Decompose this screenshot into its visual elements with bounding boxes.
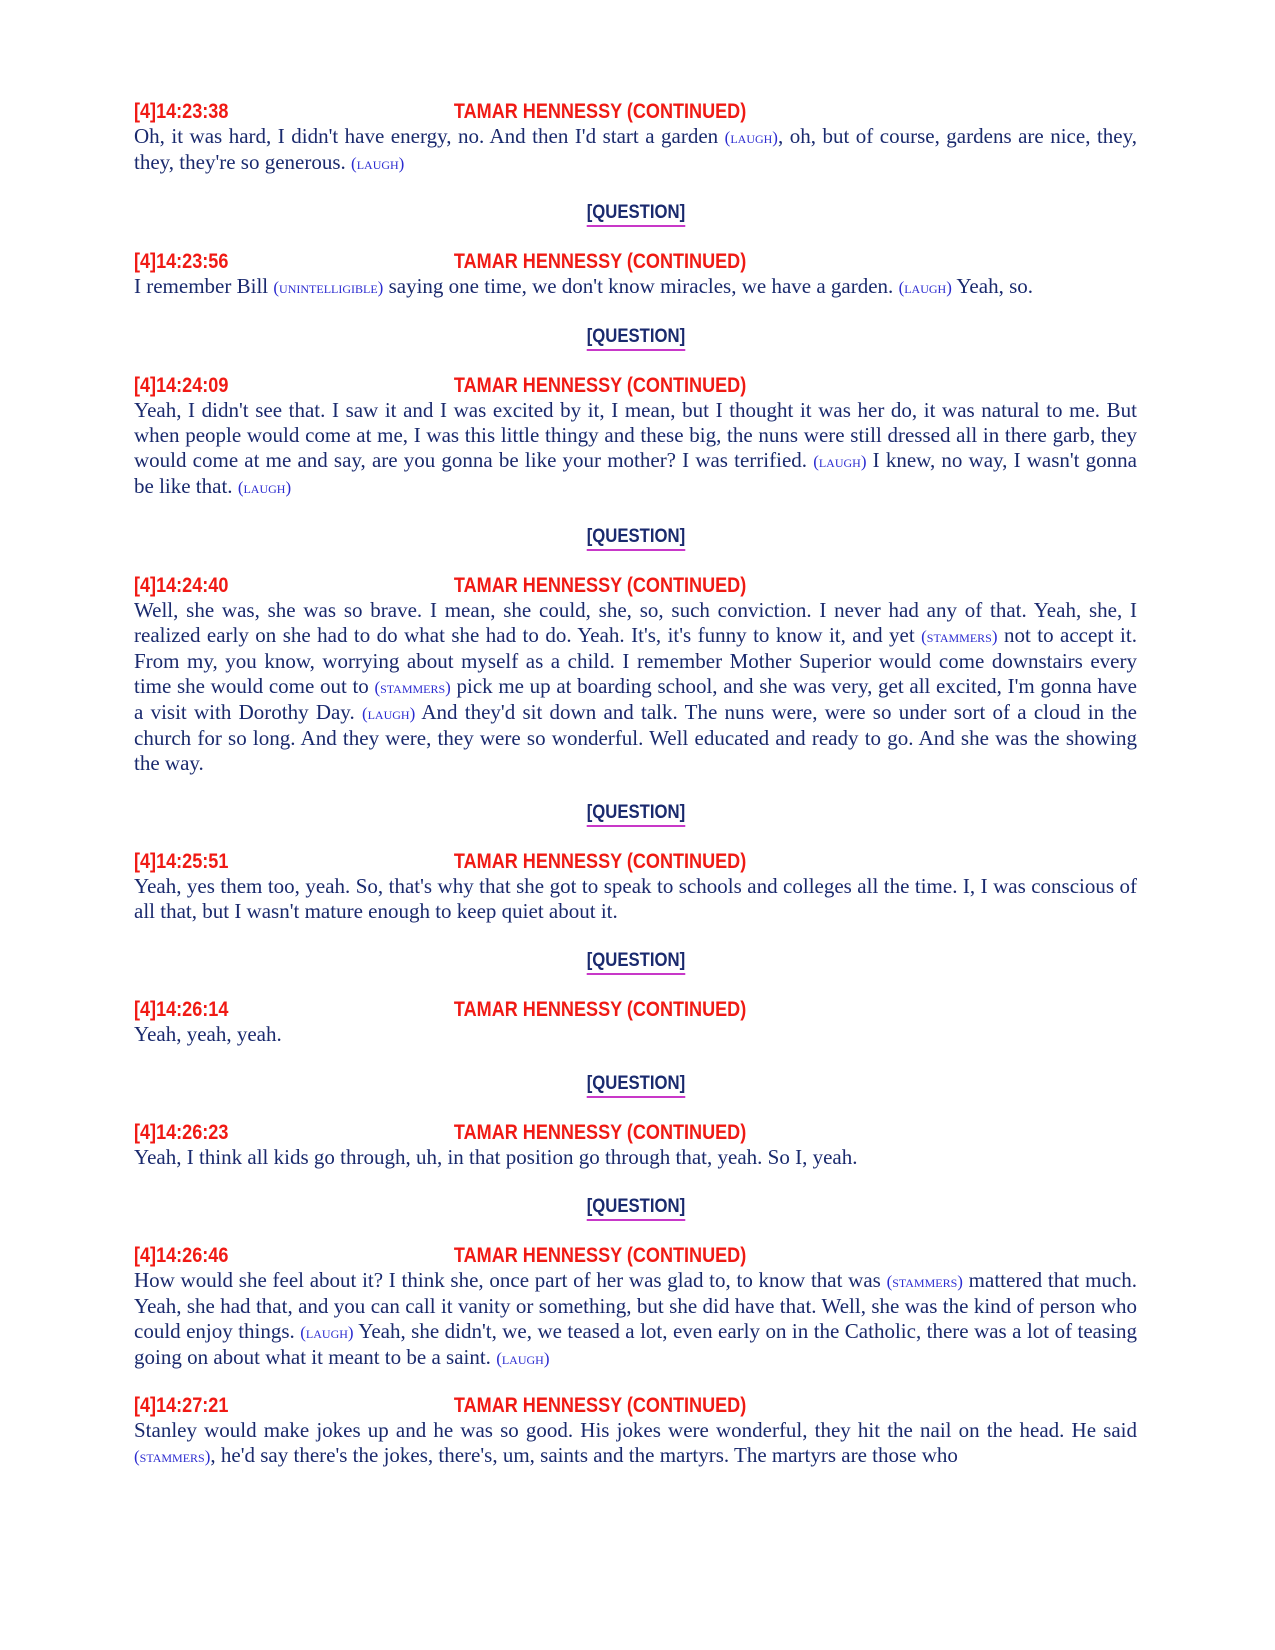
question-marker: [QUESTION] — [586, 201, 684, 227]
transcript-entry — [134, 850, 1137, 924]
timecode: [4]14:25:51 — [134, 850, 229, 873]
utterance-text: How would she feel about it? I think she, once part of her was glad to, to know that was (stammers) mattered that much. Yeah, she had that, and you can call it vanity or something, but she did have that. Well, she was the kind of person who could enjoy things. (laugh) Yeah, she didn't, we, we teased a lot, even early on in the Catholic, there was a lot of teasing going on about what it meant to be a saint. (laugh) — [134, 1268, 1138, 1369]
speaker-name: TAMAR HENNESSY (CONTINUED) — [453, 574, 747, 597]
annotation: (laugh) — [300, 1323, 354, 1342]
timecode: [4]14:24:09 — [134, 374, 229, 397]
question-marker: [QUESTION] — [586, 325, 684, 351]
timecode: [4]14:23:38 — [134, 100, 229, 123]
question-marker: [QUESTION] — [586, 801, 684, 827]
transcript-entry — [134, 1394, 1137, 1469]
annotation: (laugh) — [898, 278, 952, 297]
speaker-name: TAMAR HENNESSY (CONTINUED) — [453, 998, 747, 1021]
timecode: [4]14:24:40 — [134, 574, 229, 597]
timecode: [4]14:27:21 — [134, 1394, 229, 1417]
question-marker: [QUESTION] — [586, 525, 684, 551]
annotation: (laugh) — [351, 154, 405, 173]
timecode: [4]14:26:46 — [134, 1244, 229, 1267]
transcript-entry — [134, 100, 1137, 176]
speaker-name: TAMAR HENNESSY (CONTINUED) — [453, 374, 747, 397]
annotation: (unintelligible) — [273, 278, 384, 297]
timecode: [4]14:26:23 — [134, 1121, 229, 1144]
speaker-name: TAMAR HENNESSY (CONTINUED) — [453, 250, 747, 273]
question-marker: [QUESTION] — [586, 1195, 684, 1221]
annotation: (laugh) — [237, 478, 292, 497]
transcript-page — [134, 100, 1137, 1469]
utterance-text: Yeah, I didn't see that. I saw it and I was excited by it, I mean, but I thought it was her do, it was natural to me. But when people would come at me, I was this little thingy and these big, the nuns were still dressed all in there garb, they would come at me and say, are you gonna be like your mother? I was terrified. (laugh) I knew, no way, I wasn't gonna be like that. (laugh) — [134, 398, 1137, 498]
utterance-text: I remember Bill (unintelligible) saying one time, we don't know miracles, we have a garden. (laugh) Yeah, so. — [134, 274, 1033, 298]
transcript-entry — [134, 574, 1137, 776]
timecode: [4]14:23:56 — [134, 250, 229, 273]
annotation: (stammers) — [374, 678, 451, 697]
annotation: (laugh) — [813, 452, 867, 471]
transcript-entry — [134, 374, 1137, 500]
speaker-name: TAMAR HENNESSY (CONTINUED) — [453, 1394, 747, 1417]
transcript-entry — [134, 1244, 1137, 1371]
annotation: (laugh) — [724, 128, 778, 147]
utterance-text: Oh, it was hard, I didn't have energy, no. And then I'd start a garden (laugh), oh, but of course, gardens are nice, they, they, they're so generous. (laugh) — [134, 124, 1137, 174]
speaker-name: TAMAR HENNESSY (CONTINUED) — [453, 100, 747, 123]
speaker-name: TAMAR HENNESSY (CONTINUED) — [453, 1121, 747, 1144]
utterance-text: Well, she was, she was so brave. I mean, she could, she, so, such conviction. I never had any of that. Yeah, she, I realized early on she had to do what she had to do. Yeah. It's, it's funny to know it, and yet (stammers) not to accept it. From my, you know, worrying about myself as a child. I remember Mother Superior would come downstairs every time she would come out to (stammers) pick me up at boarding school, and she was very, get all excited, I'm gonna have a visit with Dorothy Day. (laugh) And they'd sit down and talk. The nuns were, were so under sort of a cloud in the church for so long. And they were, they were so wonderful. Well educated and ready to go. And she was the showing the way. — [134, 598, 1137, 775]
speaker-name: TAMAR HENNESSY (CONTINUED) — [453, 850, 747, 873]
speaker-name: TAMAR HENNESSY (CONTINUED) — [453, 1244, 747, 1267]
utterance-text: Yeah, I think all kids go through, uh, in that position go through that, yeah. So I, yeah. — [134, 1145, 858, 1169]
question-marker: [QUESTION] — [586, 949, 684, 975]
transcript-entry — [134, 998, 1137, 1047]
utterance-text: Stanley would make jokes up and he was so good. His jokes were wonderful, they hit the nail on the head. He said (stammers), he'd say there's the jokes, there's, um, saints and the martyrs. The martyrs are those who — [134, 1418, 1137, 1467]
annotation: (stammers) — [921, 627, 998, 646]
question-marker: [QUESTION] — [586, 1072, 684, 1098]
timecode: [4]14:26:14 — [134, 998, 229, 1021]
utterance-text: Yeah, yes them too, yeah. So, that's why that she got to speak to schools and colleges all the time. I, I was conscious of all that, but I wasn't mature enough to keep quiet about it. — [134, 874, 1137, 923]
transcript-entry — [134, 250, 1137, 300]
annotation: (stammers) — [134, 1447, 211, 1466]
annotation: (laugh) — [361, 704, 416, 723]
utterance-text: Yeah, yeah, yeah. — [134, 1022, 282, 1046]
transcript-entry — [134, 1121, 1137, 1170]
annotation: (stammers) — [886, 1272, 963, 1291]
annotation: (laugh) — [496, 1349, 550, 1368]
